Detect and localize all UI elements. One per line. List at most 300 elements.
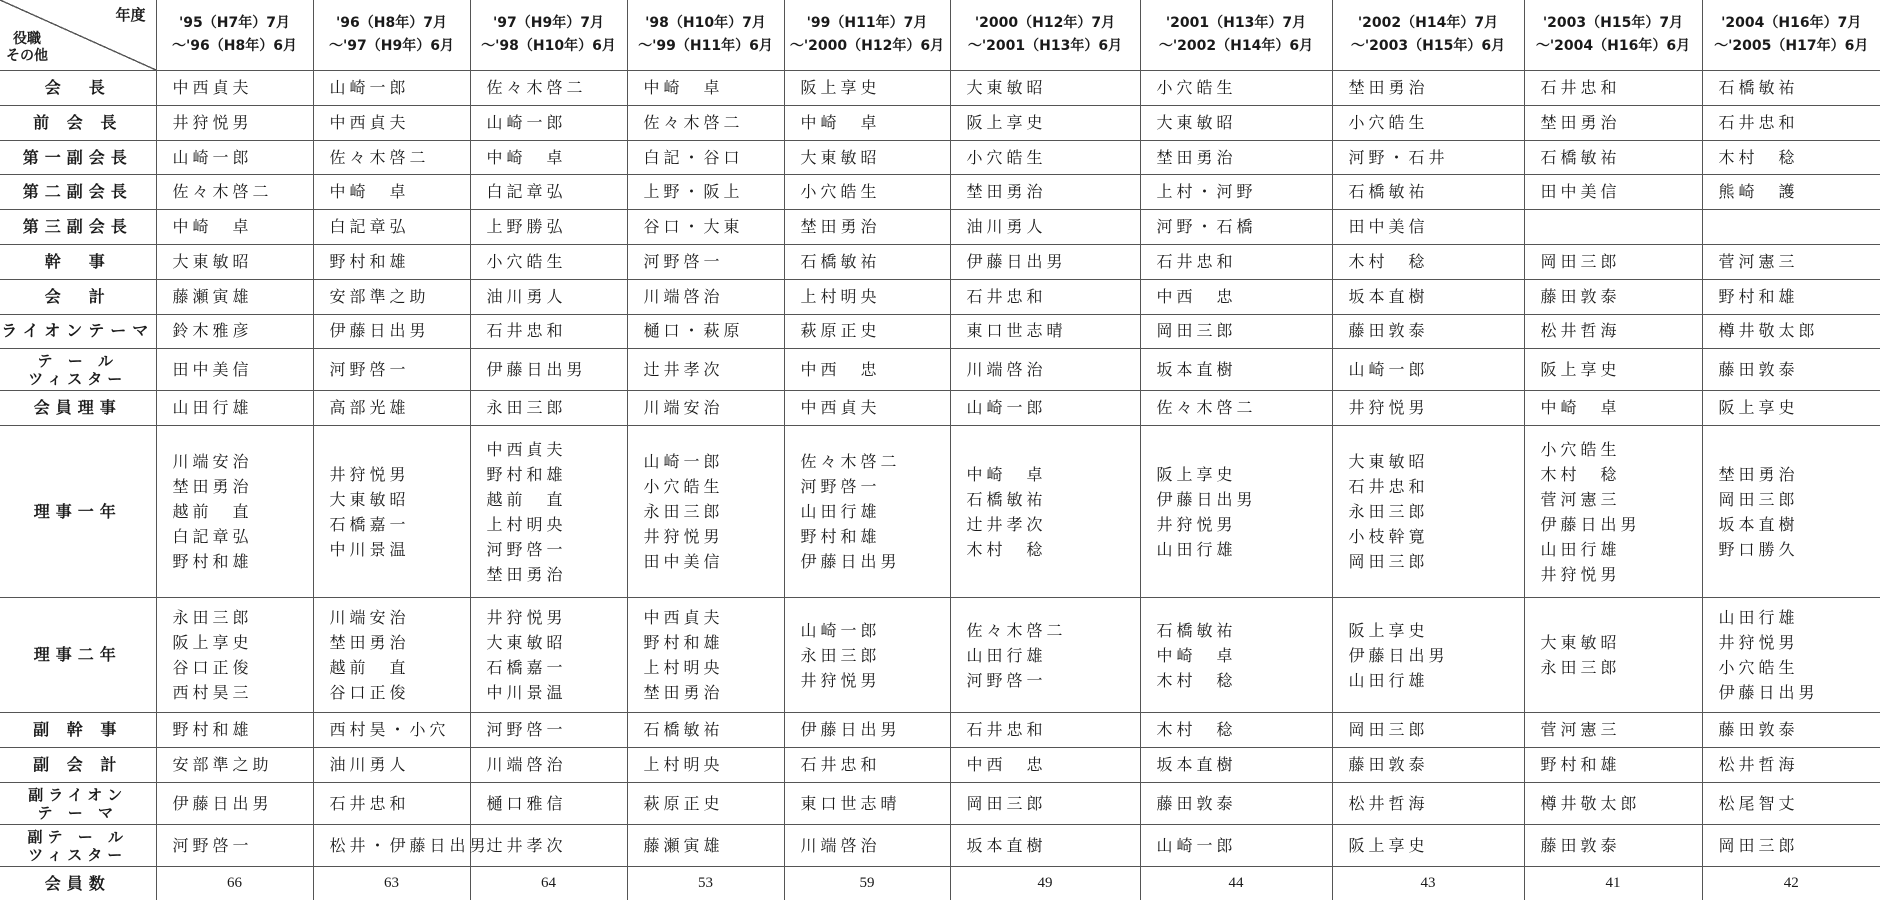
officer-name: 川端啓治 (470, 748, 627, 783)
officer-name: 中崎 卓 (156, 210, 313, 245)
officer-name: 東口世志晴 (950, 314, 1140, 349)
director-name: 上村明央 (643, 658, 724, 678)
director-name: 井狩悦男 (1718, 633, 1799, 653)
officer-name: 藤田敦泰 (1524, 825, 1702, 867)
director-list (313, 426, 470, 598)
director-name: 中西貞夫 (486, 439, 567, 459)
director-name: 谷口正俊 (172, 658, 253, 678)
term-start: '97（H9年）7月 (493, 15, 604, 32)
director-list (627, 598, 784, 713)
officer-name: 山田行雄 (156, 391, 313, 426)
director-name: 白記章弘 (172, 527, 253, 547)
role-name (0, 105, 156, 140)
director-name: 山田行雄 (1156, 539, 1237, 559)
officer-name: 伊藤日出男 (313, 314, 470, 349)
officer-name: 山崎一郎 (470, 105, 627, 140)
officer-name: 白記・谷口 (627, 140, 784, 175)
officer-name: 中崎 卓 (627, 71, 784, 106)
director-name: 石橋敏祐 (1156, 620, 1237, 640)
director-name: 山崎一郎 (800, 620, 881, 640)
officer-name: 野村和雄 (1702, 279, 1880, 314)
officer-name: 上村明央 (627, 748, 784, 783)
officer-name: 河野・石井 (1332, 140, 1524, 175)
officer-name: 岡田三郎 (1140, 314, 1332, 349)
role-name-line: テ ー ル (37, 351, 118, 370)
director-list (1524, 426, 1702, 598)
officer-name: 樋口・萩原 (627, 314, 784, 349)
officer-name: 上村・河野 (1140, 175, 1332, 210)
role-name-line: 副テ ー ル (27, 827, 128, 846)
term-end: 〜'96（H8年）6月 (172, 38, 297, 55)
director-name: 大東敏昭 (1540, 633, 1621, 653)
officer-row (0, 783, 1880, 825)
director-name: 伊藤日出男 (800, 552, 901, 572)
director-name: 坂本直樹 (1718, 514, 1799, 534)
director-name: 河野啓一 (966, 670, 1047, 690)
director-name: 上村明央 (486, 514, 567, 534)
role-name (0, 391, 156, 426)
officer-name (1524, 210, 1702, 245)
officer-name: 伊藤日出男 (784, 713, 950, 748)
officer-name: 坂本直樹 (950, 825, 1140, 867)
director-name: 中川景温 (329, 539, 410, 559)
officer-name: 河野啓一 (313, 349, 470, 391)
role-name-line: 会 計 (44, 286, 111, 306)
officer-row (0, 713, 1880, 748)
director-name: 中崎 卓 (966, 464, 1047, 484)
officer-name: 山崎一郎 (156, 140, 313, 175)
officer-name: 伊藤日出男 (950, 245, 1140, 280)
officer-row (0, 140, 1880, 175)
director-list (1702, 426, 1880, 598)
director-name: 野村和雄 (172, 552, 253, 572)
director-name: 大東敏昭 (486, 633, 567, 653)
officer-name: 樽井敬太郎 (1702, 314, 1880, 349)
member-count-label: 会員数 (0, 867, 156, 900)
role-name-line: ツィスター (28, 369, 128, 388)
director-list (784, 426, 950, 598)
officer-row (0, 349, 1880, 391)
director-name: 井狩悦男 (329, 464, 410, 484)
director-list (156, 426, 313, 598)
director-name: 埜田勇治 (486, 564, 567, 584)
term-start: '96（H8年）7月 (336, 15, 447, 32)
officer-name: 岡田三郎 (1332, 713, 1524, 748)
officer-name: 岡田三郎 (950, 783, 1140, 825)
officer-name: 川端安治 (627, 391, 784, 426)
term-start: '2000（H12年）7月 (974, 15, 1116, 32)
officer-name: 木村 稔 (1702, 140, 1880, 175)
director-name: 埜田勇治 (172, 477, 253, 497)
officer-name: 佐々木啓二 (313, 140, 470, 175)
officer-name: 中西貞夫 (313, 105, 470, 140)
director-name: 中川景温 (486, 683, 567, 703)
role-label-line2: その他 (6, 48, 48, 65)
member-count-value: 49 (950, 867, 1140, 900)
officer-name: 藤田敦泰 (1524, 279, 1702, 314)
officer-row (0, 391, 1880, 426)
role-name (0, 748, 156, 783)
role-name (0, 279, 156, 314)
term-end: 〜'2001（H13年）6月 (967, 38, 1123, 55)
officer-name: 坂本直樹 (1140, 748, 1332, 783)
officer-name: 辻井孝次 (627, 349, 784, 391)
director-name: 山田行雄 (1348, 670, 1429, 690)
director-name: 佐々木啓二 (800, 452, 901, 472)
officer-name: 油川勇人 (950, 210, 1140, 245)
director-name: 木村 稔 (1540, 464, 1621, 484)
officer-row (0, 71, 1880, 106)
officer-name: 西村昊・小穴 (313, 713, 470, 748)
officer-name: 佐々木啓二 (627, 105, 784, 140)
role-name (0, 175, 156, 210)
term-start: '2003（H15年）7月 (1542, 15, 1684, 32)
officer-name: 石井忠和 (470, 314, 627, 349)
director-name: 川端安治 (172, 452, 253, 472)
term-start: '2004（H16年）7月 (1721, 15, 1862, 32)
director-name: 小枝幹寛 (1348, 527, 1429, 547)
role-name (0, 210, 156, 245)
officer-name: 藤瀬寅雄 (156, 279, 313, 314)
director-list (470, 598, 627, 713)
director-name: 大東敏昭 (1348, 452, 1429, 472)
director-name: 越前 直 (329, 658, 410, 678)
director-name: 永田三郎 (1348, 502, 1429, 522)
term-end: 〜'97（H9年）6月 (329, 38, 454, 55)
officer-name: 萩原正史 (627, 783, 784, 825)
term-header (1702, 0, 1880, 71)
officer-name: 佐々木啓二 (156, 175, 313, 210)
director-name: 谷口正俊 (329, 683, 410, 703)
officer-name: 阪上享史 (1702, 391, 1880, 426)
director-name: 野村和雄 (643, 633, 724, 653)
member-count-value: 43 (1332, 867, 1524, 900)
director-name: 永田三郎 (800, 645, 881, 665)
director-row (0, 426, 1880, 598)
officer-name: 石橋敏祐 (627, 713, 784, 748)
director-name: 小穴皓生 (643, 477, 724, 497)
officer-name: 藤田敦泰 (1702, 713, 1880, 748)
member-count-value: 66 (156, 867, 313, 900)
officer-name: 石井忠和 (1140, 245, 1332, 280)
role-label (6, 31, 48, 65)
officer-name: 田中美信 (1332, 210, 1524, 245)
officer-name: 中西 忠 (1140, 279, 1332, 314)
director-name: 山田行雄 (966, 645, 1047, 665)
director-name: 木村 稔 (966, 539, 1047, 559)
role-name (0, 713, 156, 748)
term-start: '98（H10年）7月 (645, 15, 766, 32)
officer-name: 菅河憲三 (1702, 245, 1880, 280)
officer-name: 上村明央 (784, 279, 950, 314)
director-name: 佐々木啓二 (966, 620, 1067, 640)
officer-name: 中西貞夫 (156, 71, 313, 106)
officer-name: 安部準之助 (156, 748, 313, 783)
role-name-line: 幹 事 (44, 251, 111, 271)
officer-name: 安部準之助 (313, 279, 470, 314)
term-end: 〜'2000（H12年）6月 (789, 38, 945, 55)
term-end: 〜'98（H10年）6月 (481, 38, 616, 55)
director-list (1140, 598, 1332, 713)
officer-name: 中崎 卓 (470, 140, 627, 175)
officer-row (0, 105, 1880, 140)
director-list (950, 426, 1140, 598)
officer-name: 藤田敦泰 (1332, 748, 1524, 783)
officer-name: 白記章弘 (470, 175, 627, 210)
officer-name: 石橋敏祐 (784, 245, 950, 280)
officer-name: 永田三郎 (470, 391, 627, 426)
member-count-value: 41 (1524, 867, 1702, 900)
director-name: 永田三郎 (643, 502, 724, 522)
director-name: 野村和雄 (800, 527, 881, 547)
role-name (0, 140, 156, 175)
role-name-line: 第二副会長 (22, 182, 133, 202)
officer-name: 埜田勇治 (784, 210, 950, 245)
director-list (1332, 426, 1524, 598)
officer-name: 野村和雄 (1524, 748, 1702, 783)
member-count-value: 59 (784, 867, 950, 900)
director-name: 野口勝久 (1718, 539, 1799, 559)
officer-name: 坂本直樹 (1332, 279, 1524, 314)
officer-row (0, 175, 1880, 210)
officer-name: 山崎一郎 (1140, 825, 1332, 867)
term-start: '2002（H14年）7月 (1357, 15, 1499, 32)
officer-name: 木村 稔 (1140, 713, 1332, 748)
term-end: 〜'2004（H16年）6月 (1535, 38, 1691, 55)
officer-name: 佐々木啓二 (470, 71, 627, 106)
role-name-line: 会 長 (44, 78, 111, 98)
role-name (0, 314, 156, 349)
role-name-line: テ ー マ (37, 803, 118, 822)
year-label: 年度 (115, 6, 146, 24)
director-name: 小穴皓生 (1718, 658, 1799, 678)
director-list (1140, 426, 1332, 598)
director-name: 石橋敏祐 (966, 489, 1047, 509)
officer-name: 石井忠和 (784, 748, 950, 783)
term-end: 〜'99（H11年）6月 (638, 38, 773, 55)
role-name-line: 副ライオン (28, 785, 128, 804)
officer-name: 山崎一郎 (950, 391, 1140, 426)
term-start: '95（H7年）7月 (179, 15, 290, 32)
director-list (1702, 598, 1880, 713)
officer-name: 油川勇人 (313, 748, 470, 783)
director-name: 中西貞夫 (643, 608, 724, 628)
director-name: 山田行雄 (1718, 608, 1799, 628)
officer-name: 河野啓一 (627, 245, 784, 280)
officer-name: 阪上享史 (1332, 825, 1524, 867)
officer-name: 白記章弘 (313, 210, 470, 245)
director-row (0, 598, 1880, 713)
role-name-line: ライオンテーマ (1, 321, 155, 341)
director-name: 山田行雄 (1540, 539, 1621, 559)
header-corner (0, 0, 156, 71)
term-header (313, 0, 470, 71)
officer-name: 野村和雄 (313, 245, 470, 280)
director-name: 越前 直 (486, 489, 567, 509)
role-name (0, 71, 156, 106)
director-name: 越前 直 (172, 502, 253, 522)
director-name: 井狩悦男 (1156, 514, 1237, 534)
role-name-line: 会員理事 (33, 398, 122, 418)
officer-name: 小穴皓生 (470, 245, 627, 280)
officer-row (0, 279, 1880, 314)
officer-name: 石橋敏祐 (1524, 140, 1702, 175)
director-name: 岡田三郎 (1718, 489, 1799, 509)
officer-name: 上野勝弘 (470, 210, 627, 245)
term-end: 〜'2005（H17年）6月 (1714, 38, 1869, 55)
officer-name: 藤田敦泰 (1702, 349, 1880, 391)
officer-row (0, 825, 1880, 867)
role-name (0, 349, 156, 391)
role-name-line: 副 幹 事 (33, 720, 123, 740)
member-count-value: 44 (1140, 867, 1332, 900)
officer-name: 松井哲海 (1524, 314, 1702, 349)
director-name: 木村 稔 (1156, 670, 1237, 690)
director-name: 辻井孝次 (966, 514, 1047, 534)
officer-name: 小穴皓生 (950, 140, 1140, 175)
director-name: 岡田三郎 (1348, 552, 1429, 572)
officer-name: 熊崎 護 (1702, 175, 1880, 210)
officer-name: 埜田勇治 (950, 175, 1140, 210)
term-end: 〜'2002（H14年）6月 (1158, 38, 1314, 55)
officer-name: 阪上享史 (1524, 349, 1702, 391)
director-list (784, 598, 950, 713)
officer-name: 中崎 卓 (313, 175, 470, 210)
member-count-value: 42 (1702, 867, 1880, 900)
director-name: 石橋嘉一 (329, 514, 410, 534)
officer-name: 樽井敬太郎 (1524, 783, 1702, 825)
director-name: 菅河憲三 (1540, 489, 1621, 509)
officer-name: 小穴皓生 (1140, 71, 1332, 106)
officer-name: 阪上享史 (950, 105, 1140, 140)
role-name (0, 245, 156, 280)
role-name: 理事二年 (0, 598, 156, 713)
member-count-value: 63 (313, 867, 470, 900)
member-count-value: 53 (627, 867, 784, 900)
director-name: 河野啓一 (486, 539, 567, 559)
director-list (1524, 598, 1702, 713)
director-name: 井狩悦男 (800, 670, 881, 690)
officer-name: 上野・阪上 (627, 175, 784, 210)
officer-name: 川端啓治 (950, 349, 1140, 391)
director-name: 野村和雄 (486, 464, 567, 484)
role-name-line: 前 会 長 (33, 112, 123, 132)
role-name-line: 第一副会長 (22, 147, 133, 167)
officer-name: 山崎一郎 (1332, 349, 1524, 391)
officer-name: 大東敏昭 (1140, 105, 1332, 140)
officer-name: 中西 忠 (784, 349, 950, 391)
officer-row (0, 314, 1880, 349)
officer-name: 岡田三郎 (1702, 825, 1880, 867)
director-name: 阪上享史 (1156, 464, 1237, 484)
officer-name: 伊藤日出男 (156, 783, 313, 825)
officer-name: 埜田勇治 (1524, 105, 1702, 140)
role-name-line: 副 会 計 (33, 755, 123, 775)
officer-name: 川端啓治 (627, 279, 784, 314)
director-name: 井狩悦男 (643, 527, 724, 547)
term-header (1524, 0, 1702, 71)
director-name: 西村昊三 (172, 683, 253, 703)
officer-name: 大東敏昭 (784, 140, 950, 175)
officer-name: 大東敏昭 (156, 245, 313, 280)
officer-name: 菅河憲三 (1524, 713, 1702, 748)
role-name-line: ツィスター (28, 845, 128, 864)
term-header (470, 0, 627, 71)
director-name: 小穴皓生 (1540, 439, 1621, 459)
officer-name (1702, 210, 1880, 245)
director-name: 阪上享史 (1348, 620, 1429, 640)
officer-name: 藤田敦泰 (1140, 783, 1332, 825)
director-list (1332, 598, 1524, 713)
officer-name: 藤瀬寅雄 (627, 825, 784, 867)
director-name: 阪上享史 (172, 633, 253, 653)
officer-name: 大東敏昭 (950, 71, 1140, 106)
officer-name: 東口世志晴 (784, 783, 950, 825)
officer-name: 埜田勇治 (1332, 71, 1524, 106)
director-list (627, 426, 784, 598)
officer-name: 石井忠和 (950, 713, 1140, 748)
director-list (950, 598, 1140, 713)
director-name: 川端安治 (329, 608, 410, 628)
director-name: 伊藤日出男 (1718, 683, 1819, 703)
header-row (0, 0, 1880, 71)
officer-name: 岡田三郎 (1524, 245, 1702, 280)
officer-name: 萩原正史 (784, 314, 950, 349)
director-name: 石井忠和 (1348, 477, 1429, 497)
officer-name: 田中美信 (156, 349, 313, 391)
officer-name: 石橋敏祐 (1332, 175, 1524, 210)
officer-name: 松井哲海 (1702, 748, 1880, 783)
term-header (1332, 0, 1524, 71)
officer-name: 中西貞夫 (784, 391, 950, 426)
director-name: 埜田勇治 (329, 633, 410, 653)
director-name: 永田三郎 (172, 608, 253, 628)
term-header (627, 0, 784, 71)
officer-name: 小穴皓生 (1332, 105, 1524, 140)
officer-name: 埜田勇治 (1140, 140, 1332, 175)
officer-name: 鈴木雅彦 (156, 314, 313, 349)
director-name: 田中美信 (643, 552, 724, 572)
director-name: 山崎一郎 (643, 452, 724, 472)
officer-name: 松井哲海 (1332, 783, 1524, 825)
officer-name: 藤田敦泰 (1332, 314, 1524, 349)
term-start: '99（H11年）7月 (806, 15, 928, 32)
role-name (0, 783, 156, 825)
officer-name: 石井忠和 (950, 279, 1140, 314)
role-name-line: 第三副会長 (22, 217, 133, 237)
officer-name: 野村和雄 (156, 713, 313, 748)
director-name: 大東敏昭 (329, 489, 410, 509)
officer-name: 坂本直樹 (1140, 349, 1332, 391)
officer-name: 松井・伊藤日出男 (313, 825, 470, 867)
officer-name: 石井忠和 (1524, 71, 1702, 106)
director-name: 埜田勇治 (643, 683, 724, 703)
officer-name: 佐々木啓二 (1140, 391, 1332, 426)
officer-name: 石井忠和 (313, 783, 470, 825)
term-header (156, 0, 313, 71)
officer-name: 高部光雄 (313, 391, 470, 426)
director-list (470, 426, 627, 598)
officer-name: 松尾智丈 (1702, 783, 1880, 825)
role-label-line1: 役職 (13, 31, 41, 48)
officer-name: 中西 忠 (950, 748, 1140, 783)
officer-row (0, 210, 1880, 245)
officer-name: 石井忠和 (1702, 105, 1880, 140)
officer-name: 木村 稔 (1332, 245, 1524, 280)
term-start: '2001（H13年）7月 (1165, 15, 1307, 32)
officer-name: 河野・石橋 (1140, 210, 1332, 245)
director-name: 井狩悦男 (1540, 564, 1621, 584)
